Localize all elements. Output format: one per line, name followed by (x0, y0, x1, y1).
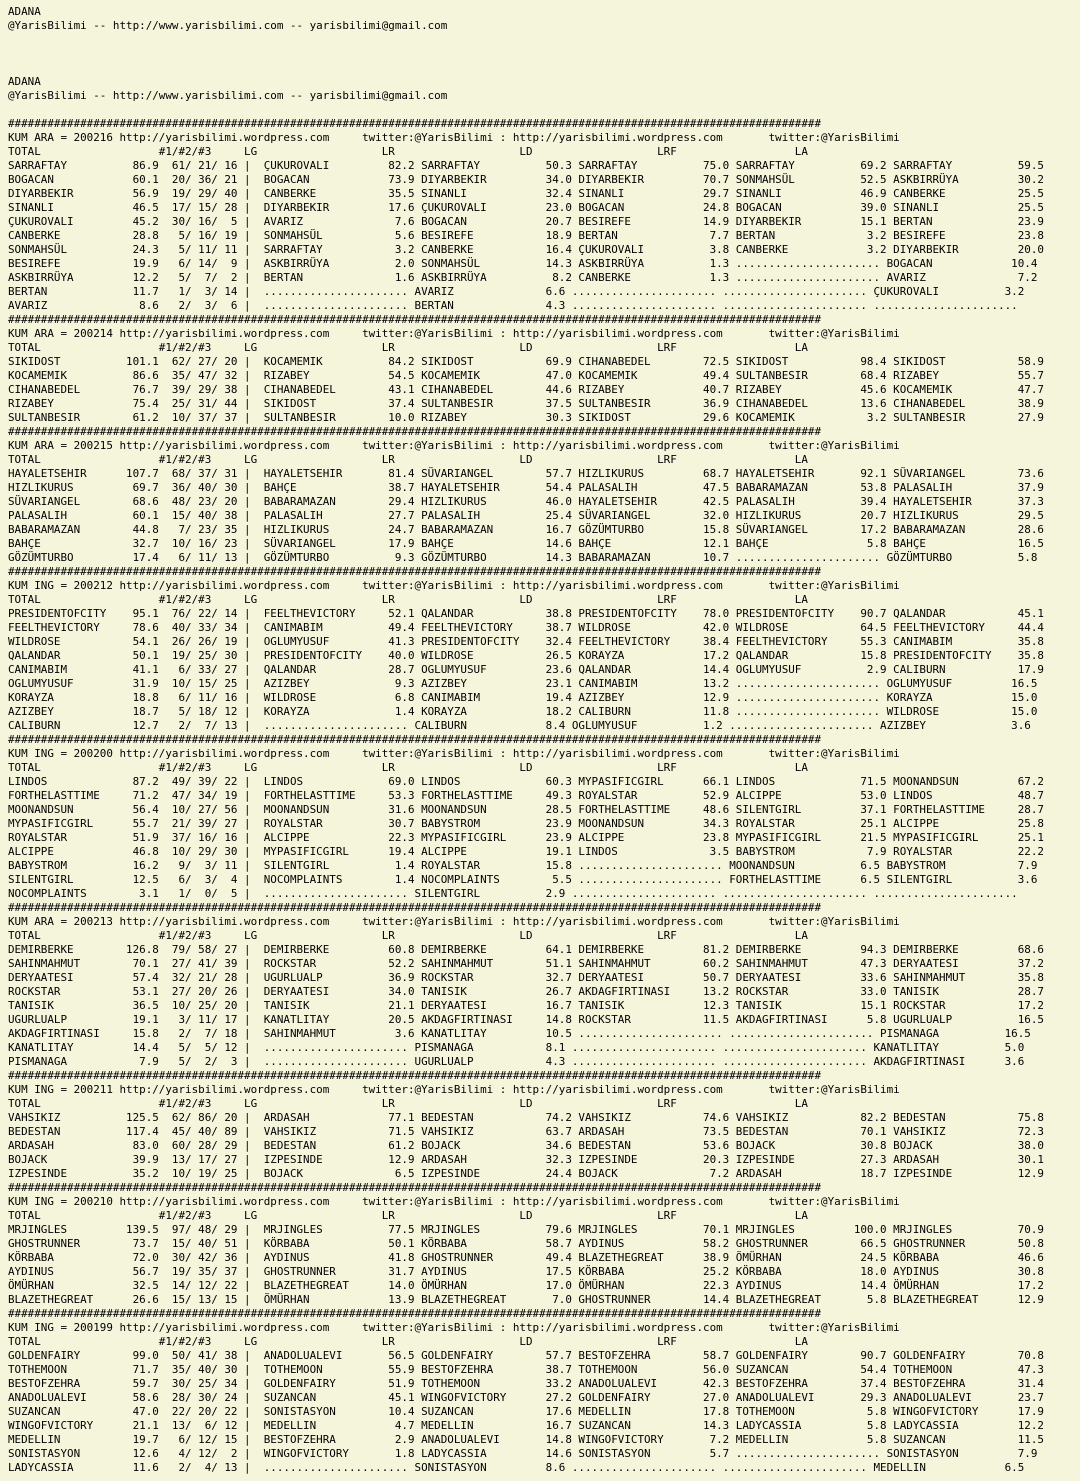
table-row: DEMIRBERKE 126.8 79/ 58/ 27 | DEMIRBERKE 60.8 DEMIRBERKE 64.1 DEMIRBERKE 81.2 DEMIRBERKE 94.3 DEMIRBERKE 68.6 (8, 943, 1044, 956)
table-row: SUZANCAN 47.0 22/ 20/ 22 | SONISTASYON 10.4 SUZANCAN 17.6 MEDELLIN 17.8 TOTHEMOON 5.8 WINGOFVICTORY 17.9 (8, 1405, 1044, 1418)
race-section (8, 313, 1080, 425)
table-row: MOONANDSUN 56.4 10/ 27/ 56 | MOONANDSUN 31.6 MOONANDSUN 28.5 FORTHELASTTIME 48.6 SILENTGIRL 37.1 FORTHELASTTIME 28.7 (8, 803, 1044, 816)
table-row: ASKBIRRÜYA 12.2 5/ 7/ 2 | BERTAN 1.6 ASKBIRRÜYA 8.2 CANBERKE 1.3 ...................... AVARIZ 7.2 (8, 271, 1038, 284)
table-row: LADYCASSIA 11.6 2/ 4/ 13 | ...................... SONISTASYON 8.6 ...................... ...................... MEDELLIN 6.5 (8, 1461, 1025, 1474)
table-row: TANISIK 36.5 10/ 25/ 20 | TANISIK 21.1 DERYAATESI 16.7 TANISIK 12.3 TANISIK 15.1 ROCKSTAR 17.2 (8, 999, 1044, 1012)
race-sections (8, 117, 1080, 1475)
table-row: DIYARBEKIR 56.9 19/ 29/ 40 | CANBERKE 35.5 SINANLI 32.4 SINANLI 29.7 SINANLI 46.9 CANBERKE 25.5 (8, 187, 1044, 200)
table-row: WILDROSE 54.1 26/ 26/ 19 | OGLUMYUSUF 41.3 PRESIDENTOFCITY 32.4 FEELTHEVICTORY 38.4 FEELTHEVICTORY 55.3 CANIMABIM 35.8 (8, 635, 1044, 648)
separator-line: ############################################################################################################################ (8, 117, 822, 130)
table-row: BOJACK 39.9 13/ 17/ 27 | IZPESINDE 12.9 ARDASAH 32.3 IZPESINDE 20.3 IZPESINDE 27.3 ARDASAH 30.1 (8, 1153, 1044, 1166)
column-header-row: TOTAL #1/#2/#3 LG LR LD LRF LA (8, 1335, 808, 1348)
table-row: SULTANBESIR 61.2 10/ 37/ 37 | SULTANBESIR 10.0 RIZABEY 30.3 SIKIDOST 29.6 KOCAMEMIK 3.2 SULTANBESIR 27.9 (8, 411, 1044, 424)
race-header: KUM ING = 200210 http://yarisbilimi.wordpress.com twitter:@YarisBilimi : http://yarisbilimi.wordpress.com twitter:@YarisBilimi (8, 1195, 900, 1208)
table-row: FEELTHEVICTORY 78.6 40/ 33/ 34 | CANIMABIM 49.4 FEELTHEVICTORY 38.7 WILDROSE 42.0 WILDROSE 64.5 FEELTHEVICTORY 44.4 (8, 621, 1044, 634)
table-row: GHOSTRUNNER 73.7 15/ 40/ 51 | KÖRBABA 50.1 KÖRBABA 58.7 AYDINUS 58.2 GHOSTRUNNER 66.5 GHOSTRUNNER 50.8 (8, 1237, 1044, 1250)
table-row: TOTHEMOON 71.7 35/ 40/ 30 | TOTHEMOON 55.9 BESTOFZEHRA 38.7 TOTHEMOON 56.0 SUZANCAN 54.4 TOTHEMOON 47.3 (8, 1363, 1044, 1376)
table-row: OGLUMYUSUF 31.9 10/ 15/ 25 | AZIZBEY 9.3 AZIZBEY 23.1 CANIMABIM 13.2 ...................... OGLUMYUSUF 16.5 (8, 677, 1038, 690)
table-row: ÇUKUROVALI 45.2 30/ 16/ 5 | AVARIZ 7.6 BOGACAN 20.7 BESIREFE 14.9 DIYARBEKIR 15.1 BERTAN 23.9 (8, 215, 1044, 228)
column-header-row: TOTAL #1/#2/#3 LG LR LD LRF LA (8, 593, 808, 606)
table-row: SINANLI 46.5 17/ 15/ 28 | DIYARBEKIR 17.6 ÇUKUROVALI 23.0 BOGACAN 24.8 BOGACAN 39.0 SINANLI 25.5 (8, 201, 1044, 214)
table-row: HAYALETSEHIR 107.7 68/ 37/ 31 | HAYALETSEHIR 81.4 SÜVARIANGEL 57.7 HIZLIKURUS 68.7 HAYALETSEHIR 92.1 SÜVARIANGEL 73.6 (8, 467, 1044, 480)
race-section (8, 1181, 1080, 1307)
table-row: AYDINUS 56.7 19/ 35/ 37 | GHOSTRUNNER 31.7 AYDINUS 17.5 KÖRBABA 25.2 KÖRBABA 18.0 AYDINUS 30.8 (8, 1265, 1044, 1278)
table-row: CANIMABIM 41.1 6/ 33/ 27 | QALANDAR 28.7 OGLUMYUSUF 23.6 QALANDAR 14.4 OGLUMYUSUF 2.9 CALIBURN 17.9 (8, 663, 1044, 676)
race-header: KUM ING = 200199 http://yarisbilimi.wordpress.com twitter:@YarisBilimi : http://yarisbilimi.wordpress.com twitter:@YarisBilimi (8, 1321, 900, 1334)
table-row: KORAYZA 18.8 6/ 11/ 16 | WILDROSE 6.8 CANIMABIM 19.4 AZIZBEY 12.9 ...................... KORAYZA 15.0 (8, 691, 1038, 704)
table-row: BESTOFZEHRA 59.7 30/ 25/ 34 | GOLDENFAIRY 51.9 TOTHEMOON 33.2 ANADOLUALEVI 42.3 BESTOFZEHRA 37.4 BESTOFZEHRA 31.4 (8, 1377, 1044, 1390)
race-section (8, 565, 1080, 733)
separator-line: ############################################################################################################################ (8, 425, 822, 438)
column-header-row: TOTAL #1/#2/#3 LG LR LD LRF LA (8, 341, 808, 354)
table-row: SIKIDOST 101.1 62/ 27/ 20 | KOCAMEMIK 84.2 SIKIDOST 69.9 CIHANABEDEL 72.5 SIKIDOST 98.4 SIKIDOST 58.9 (8, 355, 1044, 368)
separator-line: ############################################################################################################################ (8, 565, 822, 578)
table-row: FORTHELASTTIME 71.2 47/ 34/ 19 | FORTHELASTTIME 53.3 FORTHELASTTIME 49.3 ROYALSTAR 52.9 ALCIPPE 53.0 LINDOS 48.7 (8, 789, 1044, 802)
separator-line: ############################################################################################################################ (8, 1307, 822, 1320)
separator-line: ############################################################################################################################ (8, 1069, 822, 1082)
table-row: ARDASAH 83.0 60/ 28/ 29 | BEDESTAN 61.2 BOJACK 34.6 BEDESTAN 53.6 BOJACK 30.8 BOJACK 38.0 (8, 1139, 1044, 1152)
table-row: ROYALSTAR 51.9 37/ 16/ 16 | ALCIPPE 22.3 MYPASIFICGIRL 23.9 ALCIPPE 23.8 MYPASIFICGIRL 21.5 MYPASIFICGIRL 25.1 (8, 831, 1044, 844)
table-row: BEDESTAN 117.4 45/ 40/ 89 | VAHSIKIZ 71.5 VAHSIKIZ 63.7 ARDASAH 73.5 BEDESTAN 70.1 VAHSIKIZ 72.3 (8, 1125, 1044, 1138)
table-row: KÖRBABA 72.0 30/ 42/ 36 | AYDINUS 41.8 GHOSTRUNNER 49.4 BLAZETHEGREAT 38.9 ÖMÜRHAN 24.5 KÖRBABA 46.6 (8, 1251, 1044, 1264)
race-header: KUM ING = 200212 http://yarisbilimi.wordpress.com twitter:@YarisBilimi : http://yarisbilimi.wordpress.com twitter:@YarisBilimi (8, 579, 900, 592)
table-row: BABARAMAZAN 44.8 7/ 23/ 35 | HIZLIKURUS 24.7 BABARAMAZAN 16.7 GÖZÜMTURBO 15.8 SÜVARIANGEL 17.2 BABARAMAZAN 28.6 (8, 523, 1044, 536)
table-row: CIHANABEDEL 76.7 39/ 29/ 38 | CIHANABEDEL 43.1 CIHANABEDEL 44.6 RIZABEY 40.7 RIZABEY 45.6 KOCAMEMIK 47.7 (8, 383, 1044, 396)
table-row: SAHINMAHMUT 70.1 27/ 41/ 39 | ROCKSTAR 52.2 SAHINMAHMUT 51.1 SAHINMAHMUT 60.2 SAHINMAHMUT 47.3 DERYAATESI 37.2 (8, 957, 1044, 970)
race-section (8, 1069, 1080, 1181)
column-header-row: TOTAL #1/#2/#3 LG LR LD LRF LA (8, 1097, 808, 1110)
table-row: UGURLUALP 19.1 3/ 11/ 17 | KANATLITAY 20.5 AKDAGFIRTINASI 14.8 ROCKSTAR 11.5 AKDAGFIRTINASI 5.8 UGURLUALP 16.5 (8, 1013, 1044, 1026)
table-row: GOLDENFAIRY 99.0 50/ 41/ 38 | ANADOLUALEVI 56.5 GOLDENFAIRY 57.7 BESTOFZEHRA 58.7 GOLDENFAIRY 90.7 GOLDENFAIRY 70.8 (8, 1349, 1044, 1362)
column-header-row: TOTAL #1/#2/#3 LG LR LD LRF LA (8, 453, 808, 466)
table-row: PRESIDENTOFCITY 95.1 76/ 22/ 14 | FEELTHEVICTORY 52.1 QALANDAR 38.8 PRESIDENTOFCITY 78.0 PRESIDENTOFCITY 90.7 QALANDAR 45.1 (8, 607, 1044, 620)
table-row: MYPASIFICGIRL 55.7 21/ 39/ 27 | ROYALSTAR 30.7 BABYSTROM 23.9 MOONANDSUN 34.3 ROYALSTAR 25.1 ALCIPPE 25.8 (8, 817, 1044, 830)
table-row: SARRAFTAY 86.9 61/ 21/ 16 | ÇUKUROVALI 82.2 SARRAFTAY 50.3 SARRAFTAY 75.0 SARRAFTAY 69.2 SARRAFTAY 59.5 (8, 159, 1044, 172)
race-section (8, 901, 1080, 1069)
race-section (8, 425, 1080, 565)
column-header-row: TOTAL #1/#2/#3 LG LR LD LRF LA (8, 761, 808, 774)
table-row: BAHÇE 32.7 10/ 16/ 23 | SÜVARIANGEL 17.9 BAHÇE 14.6 BAHÇE 12.1 BAHÇE 5.8 BAHÇE 16.5 (8, 537, 1044, 550)
table-row: ROCKSTAR 53.1 27/ 20/ 26 | DERYAATESI 34.0 TANISIK 26.7 AKDAGFIRTINASI 13.2 ROCKSTAR 33.0 TANISIK 28.7 (8, 985, 1044, 998)
report-title: ADANA (8, 5, 41, 18)
table-row: ANADOLUALEVI 58.6 28/ 30/ 24 | SUZANCAN 45.1 WINGOFVICTORY 27.2 GOLDENFAIRY 27.0 ANADOLUALEVI 29.3 ANADOLUALEVI 23.7 (8, 1391, 1044, 1404)
table-row: MEDELLIN 19.7 6/ 12/ 15 | BESTOFZEHRA 2.9 ANADOLUALEVI 14.8 WINGOFVICTORY 7.2 MEDELLIN 5.8 SUZANCAN 11.5 (8, 1433, 1044, 1446)
table-row: GÖZÜMTURBO 17.4 6/ 11/ 13 | GÖZÜMTURBO 9.3 GÖZÜMTURBO 14.3 BABARAMAZAN 10.7 ...................... GÖZÜMTURBO 5.8 (8, 551, 1038, 564)
race-header: KUM ARA = 200214 http://yarisbilimi.wordpress.com twitter:@YarisBilimi : http://yarisbilimi.wordpress.com twitter:@YarisBilimi (8, 327, 900, 340)
table-row: QALANDAR 50.1 19/ 25/ 30 | PRESIDENTOFCITY 40.0 WILDROSE 26.5 KORAYZA 17.2 QALANDAR 15.8 PRESIDENTOFCITY 35.8 (8, 649, 1044, 662)
table-row: ALCIPPE 46.8 10/ 29/ 30 | MYPASIFICGIRL 19.4 ALCIPPE 19.1 LINDOS 3.5 BABYSTROM 7.9 ROYALSTAR 22.2 (8, 845, 1044, 858)
table-row: RIZABEY 75.4 25/ 31/ 44 | SIKIDOST 37.4 SULTANBESIR 37.5 SULTANBESIR 36.9 CIHANABEDEL 13.6 CIHANABEDEL 38.9 (8, 397, 1044, 410)
table-row: DERYAATESI 57.4 32/ 21/ 28 | UGURLUALP 36.9 ROCKSTAR 32.7 DERYAATESI 50.7 DERYAATESI 33.6 SAHINMAHMUT 35.8 (8, 971, 1044, 984)
table-row: NOCOMPLAINTS 3.1 1/ 0/ 5 | ...................... SILENTGIRL 2.9 ...................... ...................... ...................... (8, 887, 1018, 900)
separator-line: ############################################################################################################################ (8, 1181, 822, 1194)
table-row: KOCAMEMIK 86.6 35/ 47/ 32 | RIZABEY 54.5 KOCAMEMIK 47.0 KOCAMEMIK 49.4 SULTANBESIR 68.4 RIZABEY 55.7 (8, 369, 1044, 382)
column-header-row: TOTAL #1/#2/#3 LG LR LD LRF LA (8, 1209, 808, 1222)
race-header: KUM ING = 200211 http://yarisbilimi.wordpress.com twitter:@YarisBilimi : http://yarisbilimi.wordpress.com twitter:@YarisBilimi (8, 1083, 900, 1096)
column-header-row: TOTAL #1/#2/#3 LG LR LD LRF LA (8, 145, 808, 158)
race-section (8, 1307, 1080, 1475)
table-row: BESIREFE 19.9 6/ 14/ 9 | ASKBIRRÜYA 2.0 SONMAHSÜL 14.3 ASKBIRRÜYA 1.3 ...................... BOGACAN 10.4 (8, 257, 1038, 270)
table-row: BOGACAN 60.1 20/ 36/ 21 | BOGACAN 73.9 DIYARBEKIR 34.0 DIYARBEKIR 70.7 SONMAHSÜL 52.5 ASKBIRRÜYA 30.2 (8, 173, 1044, 186)
race-header: KUM ING = 200200 http://yarisbilimi.wordpress.com twitter:@YarisBilimi : http://yarisbilimi.wordpress.com twitter:@YarisBilimi (8, 747, 900, 760)
contact-line-repeat: @YarisBilimi -- http://www.yarisbilimi.com -- yarisbilimi@gmail.com (8, 89, 448, 102)
table-row: IZPESINDE 35.2 10/ 19/ 25 | BOJACK 6.5 IZPESINDE 24.4 BOJACK 7.2 ARDASAH 18.7 IZPESINDE 12.9 (8, 1167, 1044, 1180)
table-row: LINDOS 87.2 49/ 39/ 22 | LINDOS 69.0 LINDOS 60.3 MYPASIFICGIRL 66.1 LINDOS 71.5 MOONANDSUN 67.2 (8, 775, 1044, 788)
table-row: SILENTGIRL 12.5 6/ 3/ 4 | NOCOMPLAINTS 1.4 NOCOMPLAINTS 5.5 ...................... FORTHELASTTIME 6.5 SILENTGIRL 3.6 (8, 873, 1038, 886)
race-header: KUM ARA = 200215 http://yarisbilimi.wordpress.com twitter:@YarisBilimi : http://yarisbilimi.wordpress.com twitter:@YarisBilimi (8, 439, 900, 452)
table-row: PALASALIH 60.1 15/ 40/ 38 | PALASALIH 27.7 PALASALIH 25.4 SÜVARIANGEL 32.0 HIZLIKURUS 20.7 HIZLIKURUS 29.5 (8, 509, 1044, 522)
separator-line: ############################################################################################################################ (8, 733, 822, 746)
column-header-row: TOTAL #1/#2/#3 LG LR LD LRF LA (8, 929, 808, 942)
table-row: CALIBURN 12.7 2/ 7/ 13 | ...................... CALIBURN 8.4 OGLUMYUSUF 1.2 ...................... AZIZBEY 3.6 (8, 719, 1031, 732)
table-row: PISMANAGA 7.9 5/ 2/ 3 | ...................... UGURLUALP 4.3 ...................... ...................... AKDAGFIRTINASI 3.6 (8, 1055, 1025, 1068)
table-row: VAHSIKIZ 125.5 62/ 86/ 20 | ARDASAH 77.1 BEDESTAN 74.2 VAHSIKIZ 74.6 VAHSIKIZ 82.2 BEDESTAN 75.8 (8, 1111, 1044, 1124)
table-row: KANATLITAY 14.4 5/ 5/ 12 | ...................... PISMANAGA 8.1 ...................... ...................... KANATLITAY 5.0 (8, 1041, 1025, 1054)
table-row: HIZLIKURUS 69.7 36/ 40/ 30 | BAHÇE 38.7 HAYALETSEHIR 54.4 PALASALIH 47.5 BABARAMAZAN 53.8 PALASALIH 37.9 (8, 481, 1044, 494)
table-row: BABYSTROM 16.2 9/ 3/ 11 | SILENTGIRL 1.4 ROYALSTAR 15.8 ...................... MOONANDSUN 6.5 BABYSTROM 7.9 (8, 859, 1038, 872)
contact-line: @YarisBilimi -- http://www.yarisbilimi.com -- yarisbilimi@gmail.com (8, 19, 448, 32)
table-row: AVARIZ 8.6 2/ 3/ 6 | ...................... BERTAN 4.3 ...................... ...................... ...................... (8, 299, 1018, 312)
race-header: KUM ARA = 200216 http://yarisbilimi.wordpress.com twitter:@YarisBilimi : http://yarisbilimi.wordpress.com twitter:@YarisBilimi (8, 131, 900, 144)
report-title-repeat: ADANA (8, 75, 41, 88)
table-row: BLAZETHEGREAT 26.6 15/ 13/ 15 | ÖMÜRHAN 13.9 BLAZETHEGREAT 7.0 GHOSTRUNNER 14.4 BLAZETHEGREAT 5.8 BLAZETHEGREAT 12.9 (8, 1293, 1044, 1306)
table-row: SÜVARIANGEL 68.6 48/ 23/ 20 | BABARAMAZAN 29.4 HIZLIKURUS 46.0 HAYALETSEHIR 42.5 PALASALIH 39.4 HAYALETSEHIR 37.3 (8, 495, 1044, 508)
table-row: ÖMÜRHAN 32.5 14/ 12/ 22 | BLAZETHEGREAT 14.0 ÖMÜRHAN 17.0 ÖMÜRHAN 22.3 AYDINUS 14.4 ÖMÜRHAN 17.2 (8, 1279, 1044, 1292)
separator-line: ############################################################################################################################ (8, 901, 822, 914)
table-row: AKDAGFIRTINASI 15.8 2/ 7/ 18 | SAHINMAHMUT 3.6 KANATLITAY 10.5 ...................... ...................... PISMANAGA 16.5 (8, 1027, 1031, 1040)
race-header: KUM ARA = 200213 http://yarisbilimi.wordpress.com twitter:@YarisBilimi : http://yarisbilimi.wordpress.com twitter:@YarisBilimi (8, 915, 900, 928)
race-section (8, 117, 1080, 313)
separator-line: ############################################################################################################################ (8, 313, 822, 326)
table-row: CANBERKE 28.8 5/ 16/ 19 | SONMAHSÜL 5.6 BESIREFE 18.9 BERTAN 7.7 BERTAN 3.2 BESIREFE 23.8 (8, 229, 1044, 242)
table-row: AZIZBEY 18.7 5/ 18/ 12 | KORAYZA 1.4 KORAYZA 18.2 CALIBURN 11.8 ...................... WILDROSE 15.0 (8, 705, 1038, 718)
table-row: SONISTASYON 12.6 4/ 12/ 2 | WINGOFVICTORY 1.8 LADYCASSIA 14.6 SONISTASYON 5.7 ...................... SONISTASYON 7.9 (8, 1447, 1038, 1460)
table-row: SONMAHSÜL 24.3 5/ 11/ 11 | SARRAFTAY 3.2 CANBERKE 16.4 ÇUKUROVALI 3.8 CANBERKE 3.2 DIYARBEKIR 20.0 (8, 243, 1044, 256)
table-row: WINGOFVICTORY 21.1 13/ 6/ 12 | MEDELLIN 4.7 MEDELLIN 16.7 SUZANCAN 14.3 LADYCASSIA 5.8 LADYCASSIA 12.2 (8, 1419, 1044, 1432)
table-row: MRJINGLES 139.5 97/ 48/ 29 | MRJINGLES 77.5 MRJINGLES 79.6 MRJINGLES 70.1 MRJINGLES 100.0 MRJINGLES 70.9 (8, 1223, 1044, 1236)
race-section (8, 733, 1080, 901)
table-row: BERTAN 11.7 1/ 3/ 14 | ...................... AVARIZ 6.6 ...................... ...................... ÇUKUROVALI 3.2 (8, 285, 1025, 298)
